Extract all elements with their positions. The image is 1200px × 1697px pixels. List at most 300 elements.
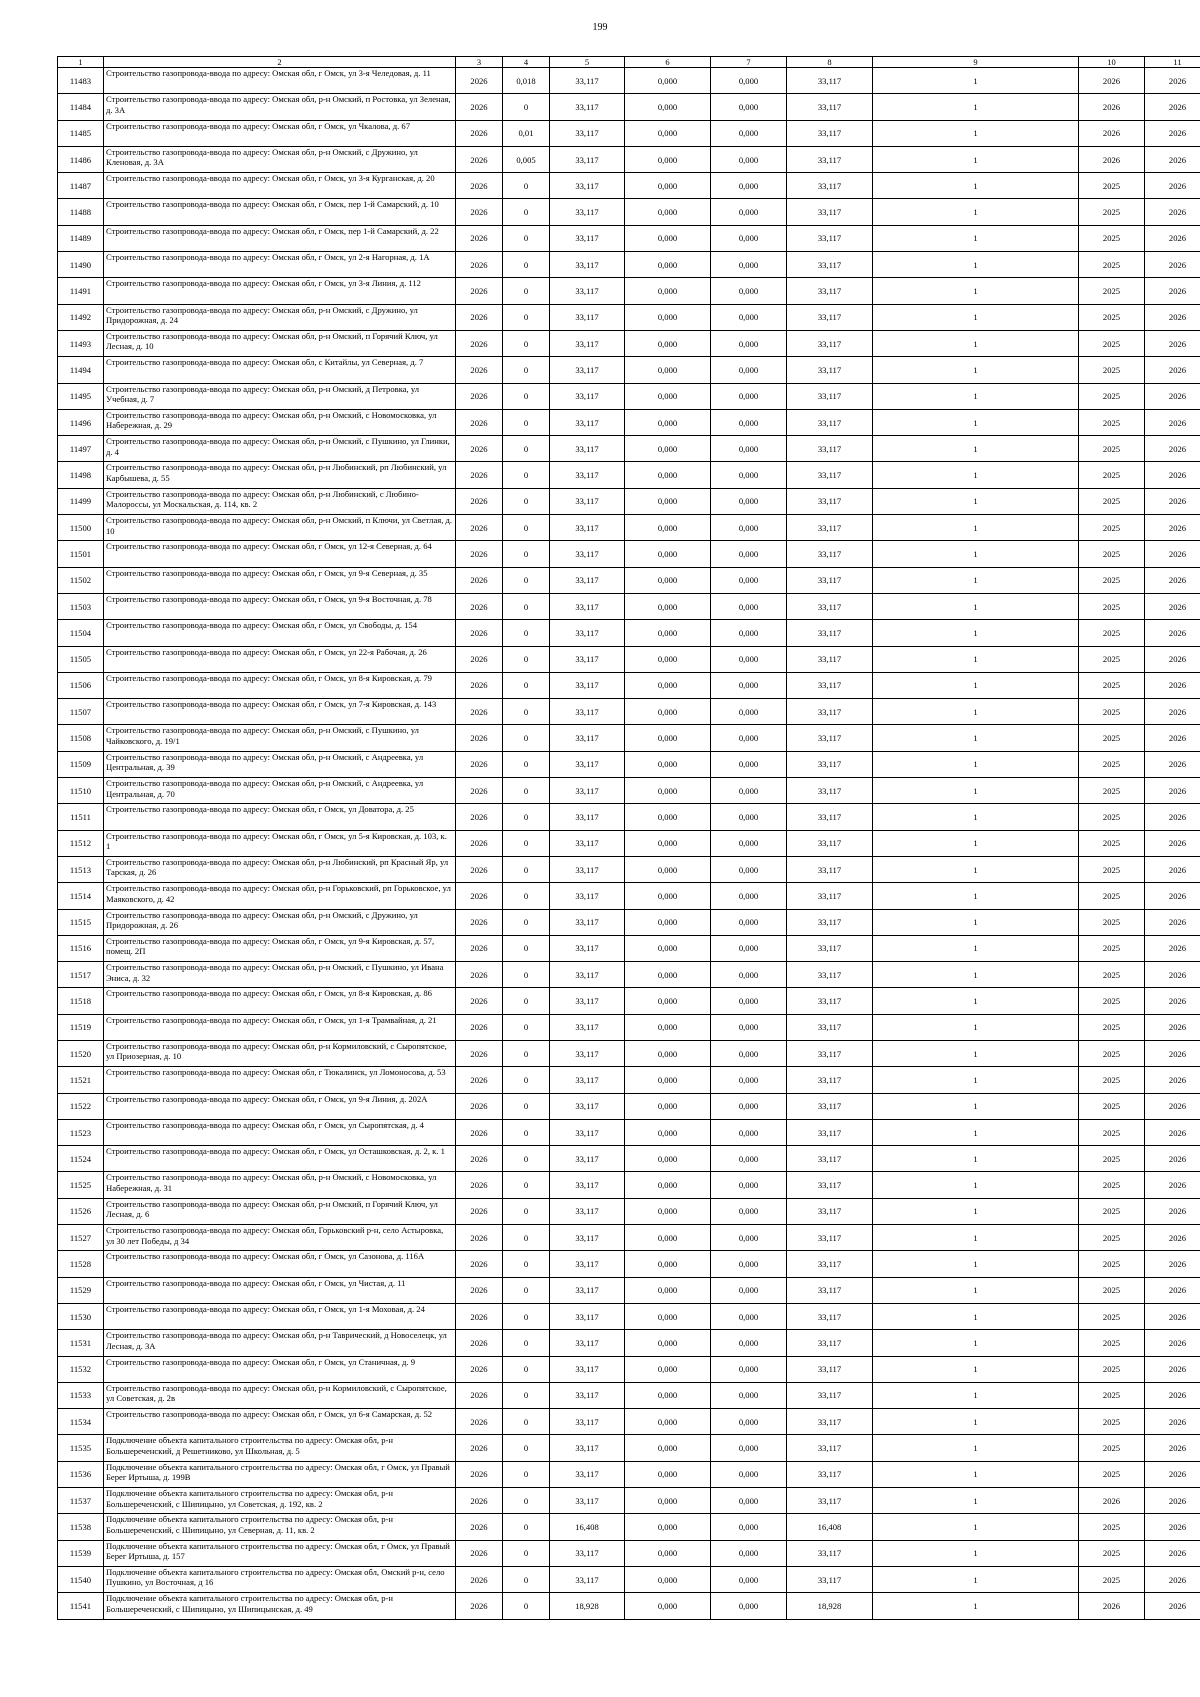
col-5-total-cell: 33,117 (550, 462, 625, 488)
col-3-year-cell: 2026 (456, 1067, 503, 1093)
object-name-cell: Строительство газопровода-ввода по адресу: Омская обл, р-н Омский, с Дружино, ул Придорожная, д. 26 (104, 909, 456, 935)
col-8-value-cell: 33,117 (787, 146, 873, 172)
col-4-value-cell: 0 (503, 1356, 550, 1382)
object-name-cell: Строительство газопровода-ввода по адресу: Омская обл, р-н Омский, п Ростовка, ул Зеленая, д. 3А (104, 94, 456, 120)
col-5-total-cell: 33,117 (550, 699, 625, 725)
col-7-value-cell: 0,000 (711, 1356, 787, 1382)
col-10-year-cell: 2025 (1079, 1435, 1145, 1461)
table-row (58, 1172, 1200, 1198)
header-col-3: 3 (456, 57, 503, 68)
col-5-total-cell: 33,117 (550, 567, 625, 593)
col-5-total-cell: 33,117 (550, 672, 625, 698)
col-6-value-cell: 0,000 (625, 357, 711, 383)
header-row (58, 57, 1200, 68)
col-11-year-cell: 2026 (1145, 409, 1200, 435)
col-6-value-cell: 0,000 (625, 646, 711, 672)
row-number-cell: 11518 (58, 988, 104, 1014)
col-6-value-cell: 0,000 (625, 541, 711, 567)
col-3-year-cell: 2026 (456, 778, 503, 804)
table-row (58, 672, 1200, 698)
col-6-value-cell: 0,000 (625, 909, 711, 935)
col-11-year-cell: 2026 (1145, 1251, 1200, 1277)
col-8-value-cell: 33,117 (787, 409, 873, 435)
col-7-value-cell: 0,000 (711, 357, 787, 383)
col-7-value-cell: 0,000 (711, 173, 787, 199)
col-9-count-cell: 1 (873, 357, 1079, 383)
object-name-cell: Строительство газопровода-ввода по адресу: Омская обл, г Омск, ул 12-я Северная, д. 64 (104, 541, 456, 567)
row-number-cell: 11541 (58, 1593, 104, 1619)
col-8-value-cell: 33,117 (787, 830, 873, 856)
col-5-total-cell: 33,117 (550, 515, 625, 541)
col-9-count-cell: 1 (873, 1040, 1079, 1066)
col-10-year-cell: 2026 (1079, 68, 1145, 94)
col-3-year-cell: 2026 (456, 804, 503, 830)
col-3-year-cell: 2026 (456, 409, 503, 435)
col-9-count-cell: 1 (873, 830, 1079, 856)
col-3-year-cell: 2026 (456, 1119, 503, 1145)
col-11-year-cell: 2026 (1145, 1435, 1200, 1461)
col-5-total-cell: 33,117 (550, 1409, 625, 1435)
col-9-count-cell: 1 (873, 488, 1079, 514)
col-5-total-cell: 33,117 (550, 1040, 625, 1066)
col-9-count-cell: 1 (873, 1093, 1079, 1119)
col-11-year-cell: 2026 (1145, 1488, 1200, 1514)
col-8-value-cell: 33,117 (787, 620, 873, 646)
col-6-value-cell: 0,000 (625, 672, 711, 698)
col-8-value-cell: 33,117 (787, 1067, 873, 1093)
col-9-count-cell: 1 (873, 962, 1079, 988)
col-7-value-cell: 0,000 (711, 1040, 787, 1066)
col-5-total-cell: 33,117 (550, 541, 625, 567)
row-number-cell: 11504 (58, 620, 104, 646)
col-4-value-cell: 0 (503, 1330, 550, 1356)
col-3-year-cell: 2026 (456, 1488, 503, 1514)
table-row (58, 1225, 1200, 1251)
col-7-value-cell: 0,000 (711, 909, 787, 935)
col-10-year-cell: 2025 (1079, 488, 1145, 514)
col-9-count-cell: 1 (873, 252, 1079, 278)
col-6-value-cell: 0,000 (625, 1225, 711, 1251)
col-7-value-cell: 0,000 (711, 199, 787, 225)
col-4-value-cell: 0 (503, 1040, 550, 1066)
col-6-value-cell: 0,000 (625, 1435, 711, 1461)
col-5-total-cell: 33,117 (550, 1093, 625, 1119)
table-row (58, 725, 1200, 751)
row-number-cell: 11487 (58, 173, 104, 199)
table-row (58, 1277, 1200, 1303)
col-9-count-cell: 1 (873, 1461, 1079, 1487)
object-name-cell: Строительство газопровода-ввода по адресу: Омская обл, г Омск, ул 22-я Рабочая, д. 26 (104, 646, 456, 672)
object-name-cell: Строительство газопровода-ввода по адресу: Омская обл, г Омск, ул 1-я Моховая, д. 24 (104, 1303, 456, 1329)
col-11-year-cell: 2026 (1145, 646, 1200, 672)
row-number-cell: 11536 (58, 1461, 104, 1487)
col-4-value-cell: 0 (503, 94, 550, 120)
table-row (58, 225, 1200, 251)
col-5-total-cell: 33,117 (550, 1488, 625, 1514)
col-4-value-cell: 0 (503, 646, 550, 672)
object-name-cell: Подключение объекта капитального строительства по адресу: Омская обл, г Омск, ул Правый Берег Иртыша, д. 157 (104, 1540, 456, 1566)
col-3-year-cell: 2026 (456, 199, 503, 225)
col-3-year-cell: 2026 (456, 1382, 503, 1408)
table-row (58, 436, 1200, 462)
col-3-year-cell: 2026 (456, 1303, 503, 1329)
col-3-year-cell: 2026 (456, 1093, 503, 1119)
col-4-value-cell: 0 (503, 488, 550, 514)
col-6-value-cell: 0,000 (625, 778, 711, 804)
col-4-value-cell: 0 (503, 409, 550, 435)
col-7-value-cell: 0,000 (711, 1566, 787, 1592)
col-5-total-cell: 33,117 (550, 856, 625, 882)
col-5-total-cell: 33,117 (550, 199, 625, 225)
col-6-value-cell: 0,000 (625, 1461, 711, 1487)
col-6-value-cell: 0,000 (625, 1540, 711, 1566)
col-5-total-cell: 33,117 (550, 1435, 625, 1461)
table-row (58, 804, 1200, 830)
col-4-value-cell: 0 (503, 383, 550, 409)
col-5-total-cell: 33,117 (550, 278, 625, 304)
col-10-year-cell: 2025 (1079, 541, 1145, 567)
col-11-year-cell: 2026 (1145, 1461, 1200, 1487)
col-6-value-cell: 0,000 (625, 1040, 711, 1066)
col-8-value-cell: 33,117 (787, 751, 873, 777)
col-3-year-cell: 2026 (456, 278, 503, 304)
col-6-value-cell: 0,000 (625, 1198, 711, 1224)
col-5-total-cell: 33,117 (550, 1277, 625, 1303)
object-name-cell: Строительство газопровода-ввода по адресу: Омская обл, г Омск, ул 6-я Самарская, д. 52 (104, 1409, 456, 1435)
col-11-year-cell: 2026 (1145, 751, 1200, 777)
object-name-cell: Строительство газопровода-ввода по адресу: Омская обл, г Омск, ул 7-я Кировская, д. 143 (104, 699, 456, 725)
col-10-year-cell: 2025 (1079, 1356, 1145, 1382)
row-number-cell: 11484 (58, 94, 104, 120)
object-name-cell: Строительство газопровода-ввода по адресу: Омская обл, р-н Омский, с Новомосковка, ул Набережная, д. 31 (104, 1172, 456, 1198)
object-name-cell: Строительство газопровода-ввода по адресу: Омская обл, р-н Таврический, д Новоселецк, ул Лесная, д. 3А (104, 1330, 456, 1356)
object-name-cell: Строительство газопровода-ввода по адресу: Омская обл, Горьковский р-н, село Астыровка, ул 30 лет Победы, д 34 (104, 1225, 456, 1251)
col-3-year-cell: 2026 (456, 751, 503, 777)
row-number-cell: 11516 (58, 935, 104, 961)
table-row (58, 1461, 1200, 1487)
col-4-value-cell: 0 (503, 725, 550, 751)
col-3-year-cell: 2026 (456, 1356, 503, 1382)
col-3-year-cell: 2026 (456, 304, 503, 330)
table-row (58, 883, 1200, 909)
col-11-year-cell: 2026 (1145, 962, 1200, 988)
object-name-cell: Строительство газопровода-ввода по адресу: Омская обл, г Омск, ул 9-я Линия, д. 202А (104, 1093, 456, 1119)
col-10-year-cell: 2026 (1079, 146, 1145, 172)
col-8-value-cell: 33,117 (787, 1277, 873, 1303)
table-row (58, 962, 1200, 988)
col-8-value-cell: 33,117 (787, 804, 873, 830)
col-8-value-cell: 33,117 (787, 988, 873, 1014)
col-3-year-cell: 2026 (456, 383, 503, 409)
row-number-cell: 11496 (58, 409, 104, 435)
col-8-value-cell: 33,117 (787, 357, 873, 383)
col-3-year-cell: 2026 (456, 1040, 503, 1066)
table-row (58, 1488, 1200, 1514)
object-name-cell: Строительство газопровода-ввода по адресу: Омская обл, г Омск, ул 9-я Восточная, д. 78 (104, 593, 456, 619)
col-8-value-cell: 33,117 (787, 672, 873, 698)
table-row (58, 935, 1200, 961)
col-11-year-cell: 2026 (1145, 1093, 1200, 1119)
col-9-count-cell: 1 (873, 1198, 1079, 1224)
col-5-total-cell: 33,117 (550, 883, 625, 909)
col-9-count-cell: 1 (873, 856, 1079, 882)
col-3-year-cell: 2026 (456, 357, 503, 383)
object-name-cell: Строительство газопровода-ввода по адресу: Омская обл, р-н Кормиловский, с Сыропятское, ул Советская, д. 2в (104, 1382, 456, 1408)
col-4-value-cell: 0 (503, 1435, 550, 1461)
col-5-total-cell: 33,117 (550, 1566, 625, 1592)
col-8-value-cell: 33,117 (787, 1198, 873, 1224)
col-8-value-cell: 33,117 (787, 199, 873, 225)
row-number-cell: 11489 (58, 225, 104, 251)
col-10-year-cell: 2025 (1079, 1382, 1145, 1408)
col-11-year-cell: 2026 (1145, 804, 1200, 830)
col-3-year-cell: 2026 (456, 1146, 503, 1172)
col-5-total-cell: 33,117 (550, 330, 625, 356)
col-10-year-cell: 2025 (1079, 1461, 1145, 1487)
row-number-cell: 11486 (58, 146, 104, 172)
object-name-cell: Строительство газопровода-ввода по адресу: Омская обл, р-н Любинский, рп Красный Яр, ул Тарская, д. 26 (104, 856, 456, 882)
col-5-total-cell: 33,117 (550, 1014, 625, 1040)
col-5-total-cell: 33,117 (550, 409, 625, 435)
col-7-value-cell: 0,000 (711, 593, 787, 619)
col-3-year-cell: 2026 (456, 725, 503, 751)
col-3-year-cell: 2026 (456, 620, 503, 646)
table-row (58, 488, 1200, 514)
col-9-count-cell: 1 (873, 646, 1079, 672)
col-10-year-cell: 2025 (1079, 593, 1145, 619)
col-6-value-cell: 0,000 (625, 988, 711, 1014)
col-11-year-cell: 2026 (1145, 1225, 1200, 1251)
col-5-total-cell: 33,117 (550, 120, 625, 146)
col-11-year-cell: 2026 (1145, 909, 1200, 935)
table-row (58, 462, 1200, 488)
col-7-value-cell: 0,000 (711, 1540, 787, 1566)
col-3-year-cell: 2026 (456, 1330, 503, 1356)
col-4-value-cell: 0 (503, 1146, 550, 1172)
col-11-year-cell: 2026 (1145, 1277, 1200, 1303)
col-10-year-cell: 2025 (1079, 699, 1145, 725)
col-10-year-cell: 2025 (1079, 1330, 1145, 1356)
col-9-count-cell: 1 (873, 1067, 1079, 1093)
col-9-count-cell: 1 (873, 1172, 1079, 1198)
col-3-year-cell: 2026 (456, 68, 503, 94)
table-row (58, 1119, 1200, 1145)
object-name-cell: Подключение объекта капитального строительства по адресу: Омская обл, р-н Большереченский, с Шипицыно, ул Северная, д. 11, кв. 2 (104, 1514, 456, 1540)
object-name-cell: Строительство газопровода-ввода по адресу: Омская обл, г Омск, ул 2-я Нагорная, д. 1А (104, 252, 456, 278)
col-8-value-cell: 33,117 (787, 462, 873, 488)
col-7-value-cell: 0,000 (711, 699, 787, 725)
row-number-cell: 11520 (58, 1040, 104, 1066)
col-4-value-cell: 0 (503, 252, 550, 278)
col-7-value-cell: 0,000 (711, 672, 787, 698)
object-name-cell: Строительство газопровода-ввода по адресу: Омская обл, г Омск, ул 5-я Кировская, д. 103, к. 1 (104, 830, 456, 856)
col-7-value-cell: 0,000 (711, 330, 787, 356)
col-4-value-cell: 0 (503, 1461, 550, 1487)
col-3-year-cell: 2026 (456, 962, 503, 988)
row-number-cell: 11528 (58, 1251, 104, 1277)
col-10-year-cell: 2025 (1079, 1251, 1145, 1277)
object-name-cell: Подключение объекта капитального строительства по адресу: Омская обл, р-н Большереченский, с Шипицыно, ул Шипицынская, д. 49 (104, 1593, 456, 1619)
row-number-cell: 11533 (58, 1382, 104, 1408)
col-6-value-cell: 0,000 (625, 1409, 711, 1435)
col-8-value-cell: 33,117 (787, 725, 873, 751)
col-4-value-cell: 0 (503, 1014, 550, 1040)
col-10-year-cell: 2025 (1079, 1198, 1145, 1224)
object-name-cell: Строительство газопровода-ввода по адресу: Омская обл, р-н Омский, д Петровка, ул Учебная, д. 7 (104, 383, 456, 409)
col-5-total-cell: 33,117 (550, 751, 625, 777)
row-number-cell: 11537 (58, 1488, 104, 1514)
row-number-cell: 11493 (58, 330, 104, 356)
col-11-year-cell: 2026 (1145, 304, 1200, 330)
col-9-count-cell: 1 (873, 1225, 1079, 1251)
col-9-count-cell: 1 (873, 278, 1079, 304)
col-11-year-cell: 2026 (1145, 567, 1200, 593)
col-11-year-cell: 2026 (1145, 1014, 1200, 1040)
col-11-year-cell: 2026 (1145, 199, 1200, 225)
table-row (58, 1303, 1200, 1329)
col-4-value-cell: 0 (503, 935, 550, 961)
col-10-year-cell: 2025 (1079, 1040, 1145, 1066)
col-4-value-cell: 0 (503, 304, 550, 330)
col-10-year-cell: 2025 (1079, 962, 1145, 988)
col-5-total-cell: 33,117 (550, 620, 625, 646)
object-name-cell: Строительство газопровода-ввода по адресу: Омская обл, р-н Омский, п Ключи, ул Светлая, д. 10 (104, 515, 456, 541)
col-4-value-cell: 0 (503, 962, 550, 988)
col-8-value-cell: 33,117 (787, 1409, 873, 1435)
col-5-total-cell: 33,117 (550, 988, 625, 1014)
object-name-cell: Строительство газопровода-ввода по адресу: Омская обл, р-н Омский, с Новомосковка, ул Набережная, д. 29 (104, 409, 456, 435)
col-11-year-cell: 2026 (1145, 252, 1200, 278)
col-6-value-cell: 0,000 (625, 830, 711, 856)
col-6-value-cell: 0,000 (625, 462, 711, 488)
col-3-year-cell: 2026 (456, 1014, 503, 1040)
col-5-total-cell: 33,117 (550, 1198, 625, 1224)
col-4-value-cell: 0 (503, 1225, 550, 1251)
row-number-cell: 11499 (58, 488, 104, 514)
col-7-value-cell: 0,000 (711, 436, 787, 462)
object-name-cell: Строительство газопровода-ввода по адресу: Омская обл, г Омск, ул 8-я Кировская, д. 79 (104, 672, 456, 698)
col-6-value-cell: 0,000 (625, 1277, 711, 1303)
col-4-value-cell: 0 (503, 620, 550, 646)
object-name-cell: Строительство газопровода-ввода по адресу: Омская обл, р-н Омский, с Дружино, ул Придорожная, д. 24 (104, 304, 456, 330)
col-8-value-cell: 33,117 (787, 515, 873, 541)
header-col-4: 4 (503, 57, 550, 68)
col-4-value-cell: 0 (503, 278, 550, 304)
col-10-year-cell: 2025 (1079, 856, 1145, 882)
col-4-value-cell: 0 (503, 778, 550, 804)
col-9-count-cell: 1 (873, 1540, 1079, 1566)
table-row (58, 1330, 1200, 1356)
col-8-value-cell: 33,117 (787, 304, 873, 330)
col-10-year-cell: 2025 (1079, 173, 1145, 199)
col-9-count-cell: 1 (873, 225, 1079, 251)
col-11-year-cell: 2026 (1145, 383, 1200, 409)
col-3-year-cell: 2026 (456, 120, 503, 146)
col-3-year-cell: 2026 (456, 1251, 503, 1277)
col-11-year-cell: 2026 (1145, 278, 1200, 304)
col-7-value-cell: 0,000 (711, 462, 787, 488)
col-5-total-cell: 33,117 (550, 252, 625, 278)
col-11-year-cell: 2026 (1145, 120, 1200, 146)
col-7-value-cell: 0,000 (711, 1435, 787, 1461)
table-row (58, 1409, 1200, 1435)
col-6-value-cell: 0,000 (625, 567, 711, 593)
col-6-value-cell: 0,000 (625, 383, 711, 409)
col-7-value-cell: 0,000 (711, 804, 787, 830)
table-row (58, 1146, 1200, 1172)
col-8-value-cell: 33,117 (787, 593, 873, 619)
col-11-year-cell: 2026 (1145, 1540, 1200, 1566)
col-5-total-cell: 33,117 (550, 1356, 625, 1382)
col-10-year-cell: 2025 (1079, 1540, 1145, 1566)
col-4-value-cell: 0 (503, 1540, 550, 1566)
col-10-year-cell: 2026 (1079, 120, 1145, 146)
col-5-total-cell: 33,117 (550, 1382, 625, 1408)
col-5-total-cell: 33,117 (550, 1540, 625, 1566)
col-6-value-cell: 0,000 (625, 199, 711, 225)
col-11-year-cell: 2026 (1145, 541, 1200, 567)
col-6-value-cell: 0,000 (625, 804, 711, 830)
col-9-count-cell: 1 (873, 515, 1079, 541)
col-9-count-cell: 1 (873, 146, 1079, 172)
col-11-year-cell: 2026 (1145, 1566, 1200, 1592)
col-8-value-cell: 33,117 (787, 225, 873, 251)
row-number-cell: 11507 (58, 699, 104, 725)
col-11-year-cell: 2026 (1145, 94, 1200, 120)
col-9-count-cell: 1 (873, 909, 1079, 935)
header-col-7: 7 (711, 57, 787, 68)
col-5-total-cell: 33,117 (550, 593, 625, 619)
row-number-cell: 11514 (58, 883, 104, 909)
col-7-value-cell: 0,000 (711, 1409, 787, 1435)
col-8-value-cell: 33,117 (787, 856, 873, 882)
col-3-year-cell: 2026 (456, 1566, 503, 1592)
object-name-cell: Строительство газопровода-ввода по адресу: Омская обл, г Омск, ул Доватора, д. 25 (104, 804, 456, 830)
col-11-year-cell: 2026 (1145, 225, 1200, 251)
col-7-value-cell: 0,000 (711, 1251, 787, 1277)
table-row (58, 778, 1200, 804)
col-8-value-cell: 33,117 (787, 1356, 873, 1382)
object-name-cell: Строительство газопровода-ввода по адресу: Омская обл, р-н Омский, с Андреевка, ул Центральная, д. 39 (104, 751, 456, 777)
col-6-value-cell: 0,000 (625, 1514, 711, 1540)
col-11-year-cell: 2026 (1145, 1593, 1200, 1619)
col-7-value-cell: 0,000 (711, 567, 787, 593)
col-6-value-cell: 0,000 (625, 751, 711, 777)
col-10-year-cell: 2025 (1079, 567, 1145, 593)
col-7-value-cell: 0,000 (711, 778, 787, 804)
row-number-cell: 11502 (58, 567, 104, 593)
table-row (58, 699, 1200, 725)
object-name-cell: Строительство газопровода-ввода по адресу: Омская обл, г Омск, ул 1-я Трамвайная, д. 21 (104, 1014, 456, 1040)
col-11-year-cell: 2026 (1145, 357, 1200, 383)
row-number-cell: 11524 (58, 1146, 104, 1172)
table-row (58, 199, 1200, 225)
col-9-count-cell: 1 (873, 1356, 1079, 1382)
col-5-total-cell: 33,117 (550, 436, 625, 462)
col-4-value-cell: 0 (503, 199, 550, 225)
col-6-value-cell: 0,000 (625, 935, 711, 961)
col-3-year-cell: 2026 (456, 436, 503, 462)
col-8-value-cell: 33,117 (787, 1172, 873, 1198)
col-9-count-cell: 1 (873, 1514, 1079, 1540)
col-11-year-cell: 2026 (1145, 1382, 1200, 1408)
col-7-value-cell: 0,000 (711, 1303, 787, 1329)
col-4-value-cell: 0 (503, 1409, 550, 1435)
row-number-cell: 11531 (58, 1330, 104, 1356)
col-5-total-cell: 33,117 (550, 94, 625, 120)
row-number-cell: 11485 (58, 120, 104, 146)
col-10-year-cell: 2026 (1079, 94, 1145, 120)
